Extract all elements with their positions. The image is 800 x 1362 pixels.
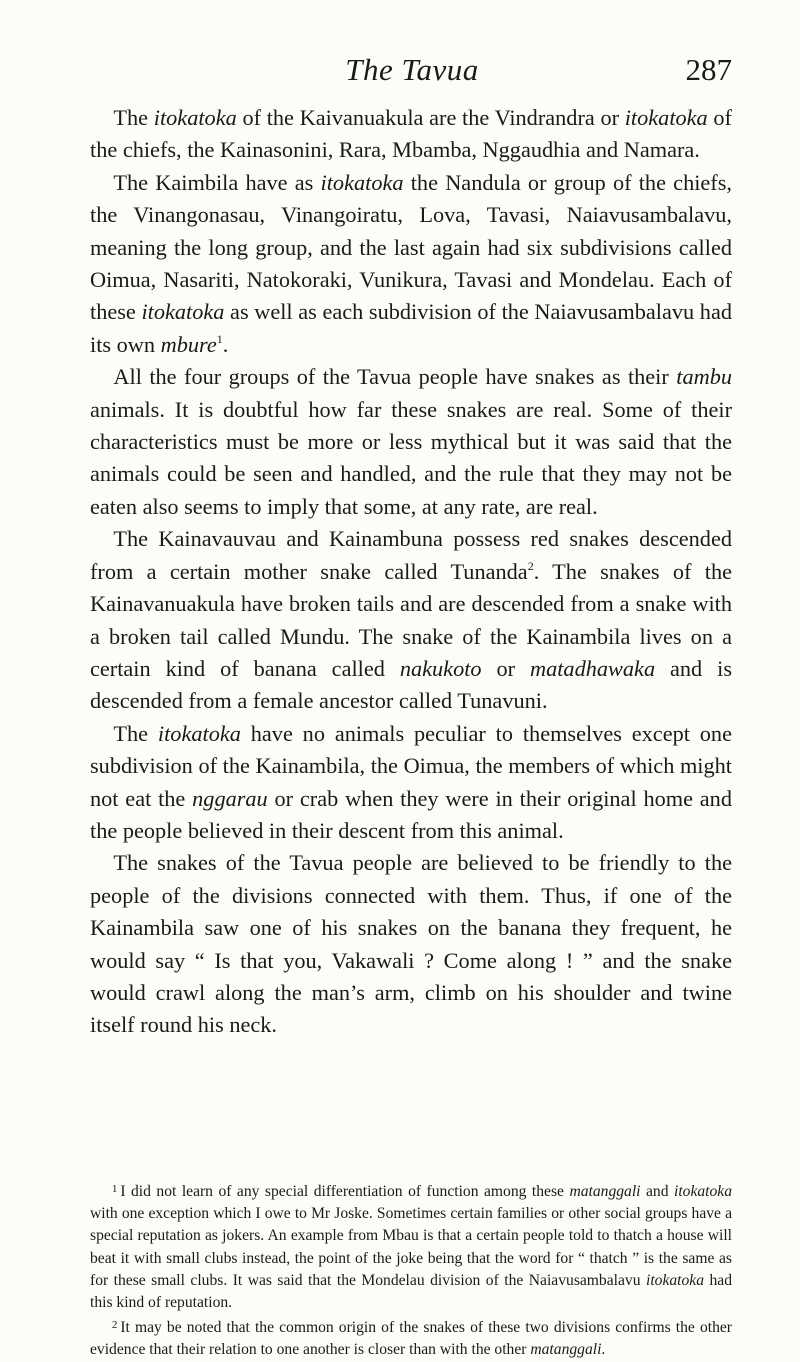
text-run: had this kind of reputation. (90, 1271, 733, 1312)
text-run: or crab when they were in their original home and the people believed in their descent from this animal. (90, 785, 732, 843)
page-number: 287 (685, 52, 732, 87)
text-run: . (601, 1341, 606, 1359)
text-run: . The snakes of the Kainavanuakula have broken tails and are descended from a snake with a broken tail called Mundu. The snake of the Kainambila lives on a certain kind of banana called (90, 558, 732, 681)
italic-term: itokatoka (141, 299, 225, 325)
running-title: The Tavua (345, 52, 479, 87)
footnotes (90, 1178, 732, 1362)
text-run: as well as each subdivision of the Naiavusambalavu had its own (90, 299, 732, 357)
footnote (90, 1314, 732, 1361)
paragraph (90, 102, 732, 167)
footnote-number: 1 (111, 1183, 118, 1195)
text-run: The (113, 105, 154, 130)
italic-term: itokatoka (624, 105, 708, 130)
paragraph (90, 361, 732, 523)
italic-term: mbure (160, 331, 217, 357)
italic-term: matanggali (569, 1183, 641, 1200)
italic-term: itokatoka (320, 169, 404, 195)
italic-term: itokatoka (153, 105, 237, 130)
italic-term: nakukoto (399, 655, 482, 681)
italic-term: itokatoka (673, 1183, 733, 1200)
text-run: animals. It is doubtful how far these snakes are real. Some of their characteristics must be more or less mythical but it was said that the animals could be seen and handled, and the rule that they may not be eaten also seems to imply that some, at any rate, are real. (90, 396, 732, 519)
text-run: The snakes of the Tavua people are believed to be friendly to the people of the divisions connected with them. Thus, if one of the Kainambila saw one of his snakes on the banana they frequent, he would say “ Is that you, Vakawali ? Come along ! ” and the snake would crawl along the man’s arm, climb on his shoulder and twine itself round his neck. (90, 850, 732, 1038)
footnote-ref: 2 (527, 558, 534, 573)
italic-term: itokatoka (157, 720, 241, 746)
text-run: the Nandula or group of the chiefs, the Vinangonasau, Vinangoiratu, Lova, Tavasi, Naiavusambalavu, meaning the long group, and the last again had six subdivisions called Oimua, Nasariti, Natokoraki, Vunikura, Tavasi and Mondelau. Each of these (90, 169, 732, 325)
text-run: and (640, 1183, 674, 1200)
text-run: with one exception which I owe to Mr Joske. Sometimes certain families or other social groups have a special reputation as jokers. An example from Mbau is that a certain people told to thatch a house will beat it with small clubs instead, the point of the joke being that the word for “ thatch ” is the same as for these small clubs. It was said that the Mondelau division of the Naiavusambalavu (90, 1205, 732, 1289)
paragraph (90, 847, 732, 1041)
italic-term: matadhawaka (529, 655, 656, 681)
text-run: or (481, 655, 530, 681)
paragraph (90, 718, 732, 848)
text-run: of the chiefs, the Kainasonini, Rara, Mbamba, Nggaudhia and Namara. (90, 105, 732, 163)
italic-term: tambu (676, 364, 732, 390)
text-run: The Kaimbila have as (113, 169, 321, 195)
running-header (92, 52, 732, 92)
text-run: The (113, 720, 158, 746)
text-run: and is descended from a female ancestor called Tunavuni. (90, 655, 732, 714)
text-run: The Kainavauvau and Kainambuna possess red snakes descended from a certain mother snake called Tunanda (90, 526, 732, 584)
italic-term: nggarau (192, 785, 268, 811)
footnote-number: 2 (111, 1319, 118, 1332)
body-text (90, 102, 732, 1042)
footnote (90, 1178, 732, 1314)
text-run: . (222, 331, 229, 357)
text-run: It may be noted that the common origin of the snakes of these two divisions confirms the other evidence that their relation to one another is closer than with the other (90, 1319, 732, 1359)
text-run: All the four groups of the Tavua people have snakes as their (113, 364, 677, 390)
text-run: of the Kaivanuakula are the Vindrandra or (236, 105, 625, 130)
paragraph (90, 523, 732, 717)
italic-term: matanggali (530, 1341, 602, 1359)
footnote-ref: 1 (216, 331, 223, 346)
italic-term: itokatoka (645, 1271, 705, 1289)
text-run: I did not learn of any special differentiation of function among these (120, 1183, 570, 1200)
paragraph (90, 167, 732, 361)
text-run: have no animals peculiar to themselves except one subdivision of the Kainambila, the Oimua, the members of which might not eat the (90, 720, 732, 811)
